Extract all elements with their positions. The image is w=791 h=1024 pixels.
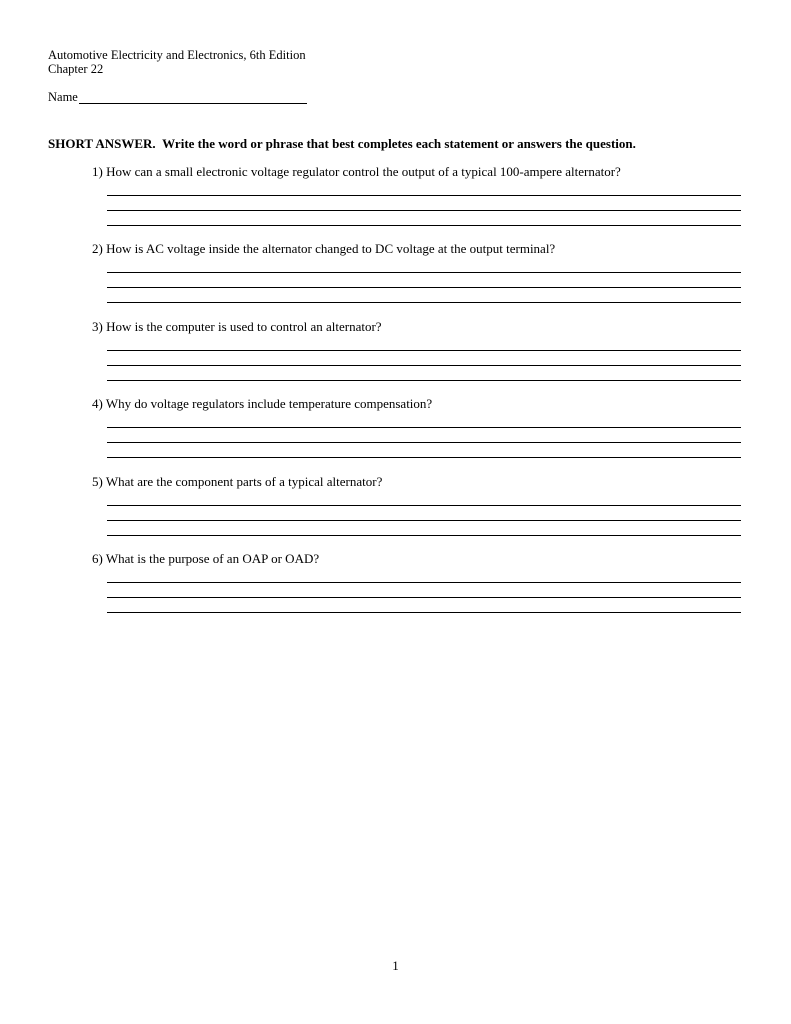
question-3: [92, 319, 742, 382]
instructions: [48, 136, 636, 151]
answer-line[interactable]: [107, 289, 741, 303]
instructions-text: Write the word or phrase that best completes each statement or answers the question.: [162, 136, 636, 151]
answer-line[interactable]: [107, 522, 741, 536]
question-number: 6): [92, 551, 103, 566]
question-prompt: How is AC voltage inside the alternator changed to DC voltage at the output terminal?: [106, 241, 556, 256]
answer-area: [107, 350, 741, 381]
question-prompt: How can a small electronic voltage regulator control the output of a typical 100-ampere alternator?: [106, 164, 621, 179]
chapter-label: Chapter 22: [48, 62, 104, 76]
answer-line[interactable]: [107, 272, 741, 273]
question-prompt: Why do voltage regulators include temperature compensation?: [105, 396, 433, 411]
book-title: Automotive Electricity and Electronics, 6th Edition: [48, 48, 306, 62]
question-text: [92, 474, 742, 489]
section-heading: SHORT ANSWER.: [48, 136, 156, 151]
question-number: 3): [92, 319, 103, 334]
question-text: [92, 164, 742, 179]
answer-line[interactable]: [107, 197, 741, 211]
page-number: 1: [392, 958, 399, 973]
question-prompt: What is the purpose of an OAP or OAD?: [105, 551, 320, 566]
question-number: 4): [92, 396, 103, 411]
answer-area: [107, 427, 741, 458]
answer-line[interactable]: [107, 274, 741, 288]
name-blank-line[interactable]: [79, 91, 307, 104]
question-2: [92, 241, 742, 304]
question-text: [92, 241, 742, 256]
question-text: [92, 396, 742, 411]
answer-area: [107, 582, 741, 613]
question-5: [92, 474, 742, 537]
answer-area: [107, 272, 741, 303]
question-text: [92, 551, 742, 566]
answer-line[interactable]: [107, 350, 741, 351]
answer-area: [107, 505, 741, 536]
answer-line[interactable]: [107, 582, 741, 583]
question-prompt: What are the component parts of a typical alternator?: [105, 474, 383, 489]
answer-line[interactable]: [107, 584, 741, 598]
document-header: [48, 48, 306, 76]
answer-line[interactable]: [107, 444, 741, 458]
question-6: [92, 551, 742, 614]
question-prompt: How is the computer is used to control an alternator?: [106, 319, 382, 334]
question-number: 1): [92, 164, 103, 179]
question-text: [92, 319, 742, 334]
name-field: [48, 90, 307, 104]
answer-line[interactable]: [107, 505, 741, 506]
answer-line[interactable]: [107, 427, 741, 428]
answer-line[interactable]: [107, 507, 741, 521]
answer-line[interactable]: [107, 429, 741, 443]
answer-line[interactable]: [107, 352, 741, 366]
answer-line[interactable]: [107, 195, 741, 196]
answer-line[interactable]: [107, 367, 741, 381]
answer-line[interactable]: [107, 599, 741, 613]
question-4: [92, 396, 742, 459]
question-1: [92, 164, 742, 227]
question-number: 5): [92, 474, 103, 489]
answer-area: [107, 195, 741, 226]
answer-line[interactable]: [107, 212, 741, 226]
question-number: 2): [92, 241, 103, 256]
name-label: Name: [48, 90, 78, 104]
